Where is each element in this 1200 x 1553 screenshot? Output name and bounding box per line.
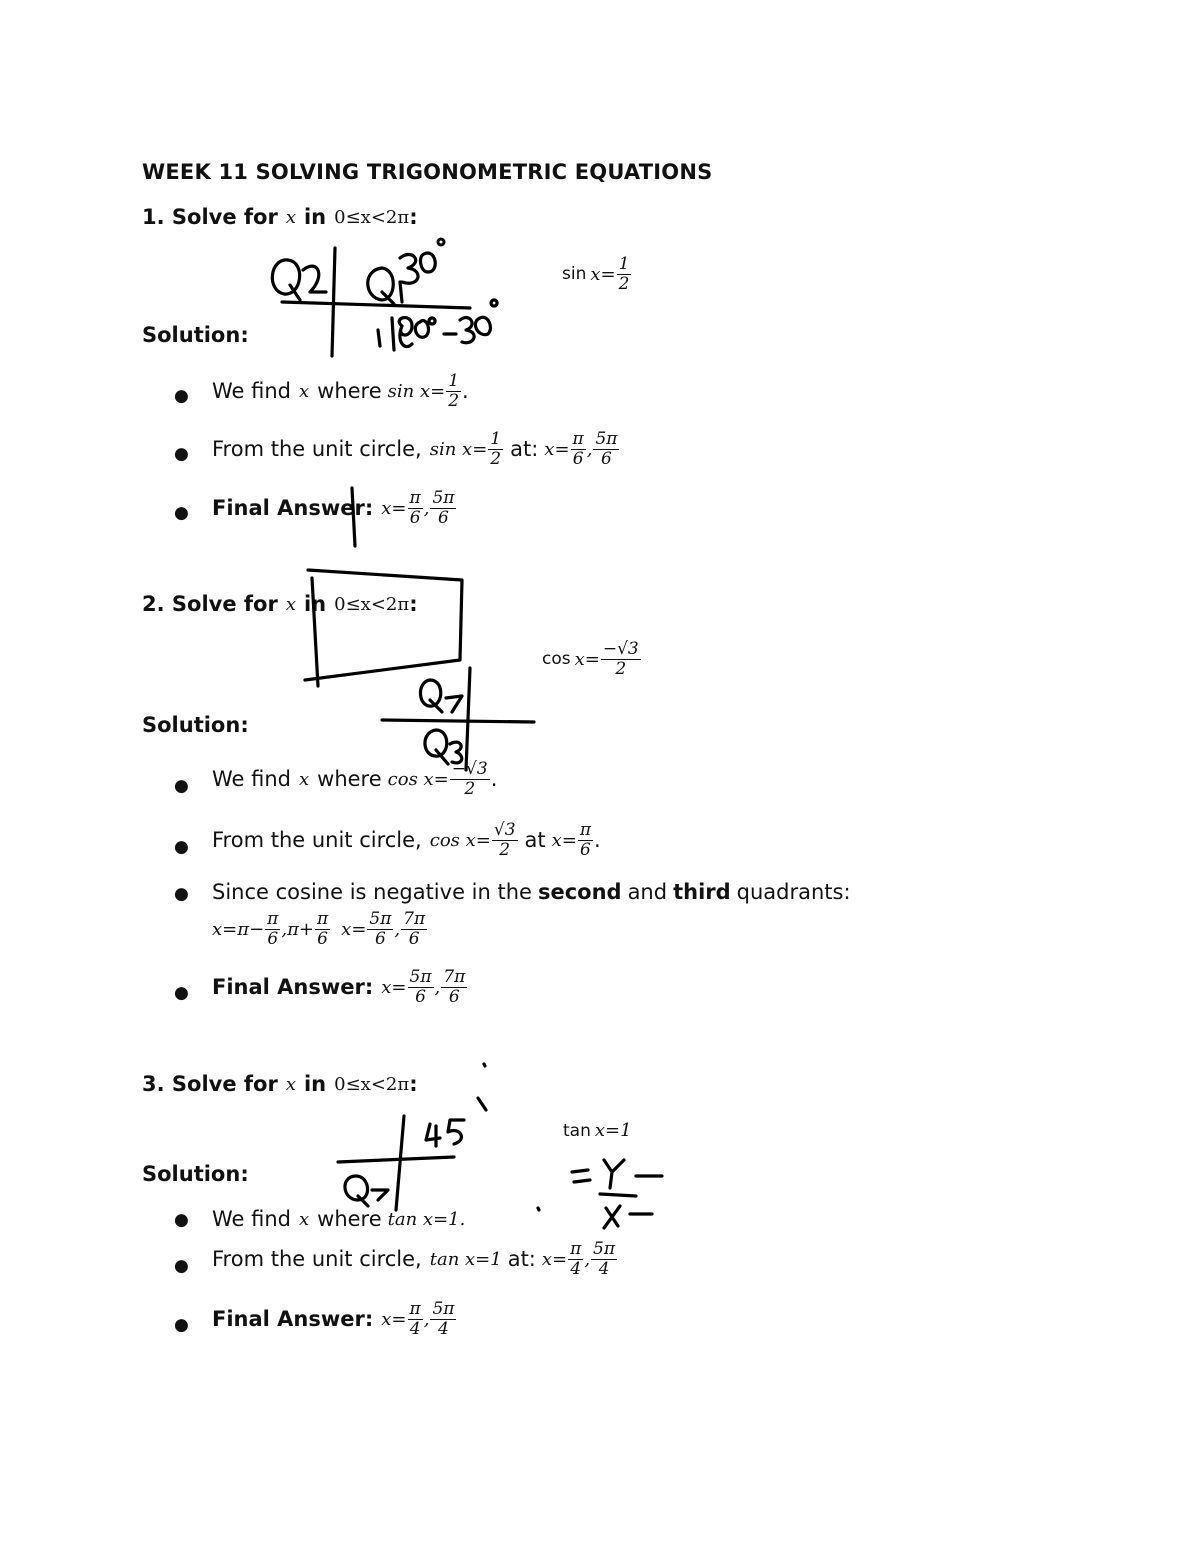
denominator: 6 [448,986,460,1007]
denominator: 6 [408,928,420,949]
numerator: −√3 [451,759,488,779]
ink-q1-digit [400,282,402,302]
bullet-text: where [317,1207,382,1231]
numerator: 5π [595,429,618,449]
equation: ,π+ [281,918,314,940]
emphasis-text: second [537,880,622,904]
variable: x [299,1208,310,1230]
problem-1-equation [562,255,632,293]
denominator: 6 [415,986,426,1007]
bullet-icon: ● [174,837,189,857]
problem-3-heading [142,1072,418,1096]
equation: sin x= [429,438,488,460]
p1-bullet-1: We find x where sin x= $\frac{1}{2}$ . [212,371,469,411]
colon: : [409,1072,418,1096]
p1-bullet-2: From the unit circle, sin x= $\frac{1}{2}$ at: x= $\frac{\pi}{6}$ , $\frac{5\pi}{6}$ [212,429,618,469]
denominator: 2 [448,390,460,411]
numerator: √3 [493,820,516,840]
variable: x [285,593,296,615]
ink-letter-x [604,1206,620,1228]
ink-q3-letter-3 [345,1176,368,1206]
denominator: 6 [267,928,279,949]
range: 0≤x<2π [334,593,410,615]
equation: tan x=1 [429,1248,502,1270]
bullet-text: Since cosine is negative in the [212,880,532,904]
ink-q1-letter [368,268,394,304]
numerator: 5π [432,1299,455,1319]
ink-q2-digit-2 [446,696,462,712]
ink-q3-digit-3 [372,1190,388,1200]
denominator: 6 [601,448,612,469]
colon: : [409,205,418,229]
p2-bullet-3-equation: x=π− $\frac{\pi}{6}$ ,π+ $\frac{\pi}{6}$ x= $\frac{5\pi}{6}$ , $\frac{7\pi}{6}$ [212,909,426,949]
denominator: 6 [374,928,386,949]
bullet-text: where [317,767,382,792]
ink-axis-horizontal-2 [382,720,534,722]
numerator: π [570,1239,582,1259]
p3-bullet-1 [212,1207,465,1231]
p2-final-answer: Final Answer: x= $\frac{5\pi}{6}$ , $\frac{7\pi}{6}$ [212,967,466,1007]
p3-final-answer: Final Answer: x= $\frac{\pi}{4}$ , $\frac{5\pi}{4}$ [212,1299,455,1339]
numerator: π [409,1299,421,1319]
ink-tick [478,1098,486,1110]
equation: x= [381,976,407,998]
numerator: 5π [369,909,392,929]
numerator: 5π [409,967,432,987]
ink-axis-horizontal [282,302,470,308]
bullet-icon: ● [174,444,189,464]
variable: x [299,768,310,790]
in-label: in [303,205,327,229]
denominator: 2 [464,778,476,799]
ink-dot-2 [538,1208,539,1210]
final-answer-label: Final Answer: [212,975,374,1000]
variable: x [285,1073,296,1095]
bullet-text: where [317,379,382,404]
problem-2-equation [542,640,642,678]
denominator: 6 [438,507,449,528]
numerator: π [267,909,279,929]
numerator: 5π [432,488,455,508]
bullet-text: From the unit circle, [212,437,422,462]
numerator: 7π [403,909,426,929]
ink-q3-letter [425,730,448,764]
problem-2-heading [142,592,418,616]
p2-bullet-1: We find x where cos x= $\frac{-√3}{2}$ . [212,759,498,799]
bullet-icon: ● [174,983,189,1003]
ink-q2-letter [272,260,300,300]
variable: x [299,380,310,402]
final-answer-label: Final Answer: [212,496,374,521]
ink-q2-letter-2 [420,680,442,712]
colon: : [409,592,418,616]
solution-label: Solution: [142,1162,249,1186]
problem-heading-text: 1. Solve for [142,205,278,229]
variable: x [285,206,296,228]
equation-lhs: x=1 [594,1120,632,1141]
denominator: 4 [598,1258,610,1279]
numerator: π [409,488,421,508]
denominator: 2 [490,448,502,469]
ink-fraction-bar [600,1194,636,1196]
equation: x= [381,1308,407,1330]
equation: x=π− [212,918,265,940]
equation-fraction [617,255,632,293]
p2-bullet-3 [212,880,851,904]
bullet-icon: ● [174,1210,189,1230]
ink-axis-vertical-3 [396,1116,404,1210]
problem-1-heading [142,205,418,229]
numerator: −√3 [602,639,639,659]
numerator: 7π [443,967,466,987]
equation-fn: tan [563,1120,591,1141]
equation: tan x=1. [387,1208,466,1230]
bullet-text: and [627,880,668,904]
denominator: 6 [580,839,591,860]
numerator: π [316,909,329,929]
denominator: 6 [572,448,584,469]
solution-label: Solution: [142,713,249,737]
ink-equals [572,1170,590,1182]
ink-180-30 [378,300,497,350]
denominator: 6 [409,507,421,528]
ink-axis-horizontal-3 [338,1157,454,1162]
bullet-text: We find [212,379,291,404]
equation: sin x= [387,380,446,402]
denominator: 2 [499,839,511,860]
emphasis-text: third [673,880,731,904]
equation: x= [551,829,577,851]
in-label: in [303,592,327,616]
bullet-icon: ● [174,1315,189,1335]
ink-axis-vertical-2 [466,668,470,770]
equation: cos x= [429,829,491,851]
bullet-icon: ● [174,386,189,406]
ink-30-digits [400,253,435,283]
in-label: in [303,1072,327,1096]
problem-heading-text: 2. Solve for [142,592,278,616]
numerator: 5π [593,1239,616,1259]
problem-heading-text: 3. Solve for [142,1072,278,1096]
denominator: 4 [409,1318,421,1339]
equation: x= [541,1248,568,1270]
final-answer-label: Final Answer: [212,1307,374,1332]
numerator: π [579,820,592,840]
bullet-text: at: [507,1247,536,1272]
denominator: 2 [618,273,630,294]
equation: x= [341,918,367,940]
denominator: 4 [570,1258,582,1279]
denominator: 2 [615,658,627,679]
solution-label: Solution: [142,323,249,347]
bullet-text: quadrants: [736,880,851,904]
bullet-text: We find [212,1207,291,1231]
bullet-icon: ● [174,503,189,523]
p2-bullet-2: From the unit circle, cos x= $\frac{√3}{2}$ at x= $\frac{\pi}{6}$ . [212,820,601,860]
p3-bullet-2: From the unit circle, tan x=1 at: x= $\frac{\pi}{4}$ , $\frac{5\pi}{4}$ [212,1239,616,1279]
equation: cos x= [387,768,449,790]
ink-letter-y [604,1160,624,1188]
range: 0≤x<2π [334,206,410,228]
range: 0≤x<2π [334,1073,410,1095]
equation-lhs: x= [574,648,600,670]
equation: x= [381,497,407,519]
equation-lhs: x= [590,263,616,285]
ink-dot [484,1064,485,1066]
equation-fn: cos [542,649,571,670]
numerator: 1 [618,254,630,274]
bullet-text: From the unit circle, [212,828,422,853]
equation-fn: sin [562,264,587,285]
numerator: 1 [490,429,502,449]
ink-degree-mark [438,239,444,245]
bullet-icon: ● [174,1256,189,1276]
denominator: 6 [317,928,328,949]
bullet-icon: ● [174,884,189,904]
numerator: π [572,429,584,449]
page-title: WEEK 11 SOLVING TRIGONOMETRIC EQUATIONS [142,160,713,184]
numerator: 1 [448,371,460,391]
ink-axis-vertical [332,248,335,356]
bullet-text: We find [212,767,291,792]
denominator: 4 [438,1318,449,1339]
bullet-icon: ● [174,776,189,796]
p1-final-answer: Final Answer: x= $\frac{\pi}{6}$ , $\frac{5\pi}{6}$ [212,488,455,528]
ink-45 [426,1120,464,1146]
bullet-text: From the unit circle, [212,1247,422,1272]
equation: x= [544,438,570,460]
bullet-text: at: [510,437,539,462]
bullet-text: at [524,828,546,853]
problem-3-equation [563,1120,632,1141]
ink-trapezoid [305,570,462,680]
ink-q2-digit [303,266,326,292]
